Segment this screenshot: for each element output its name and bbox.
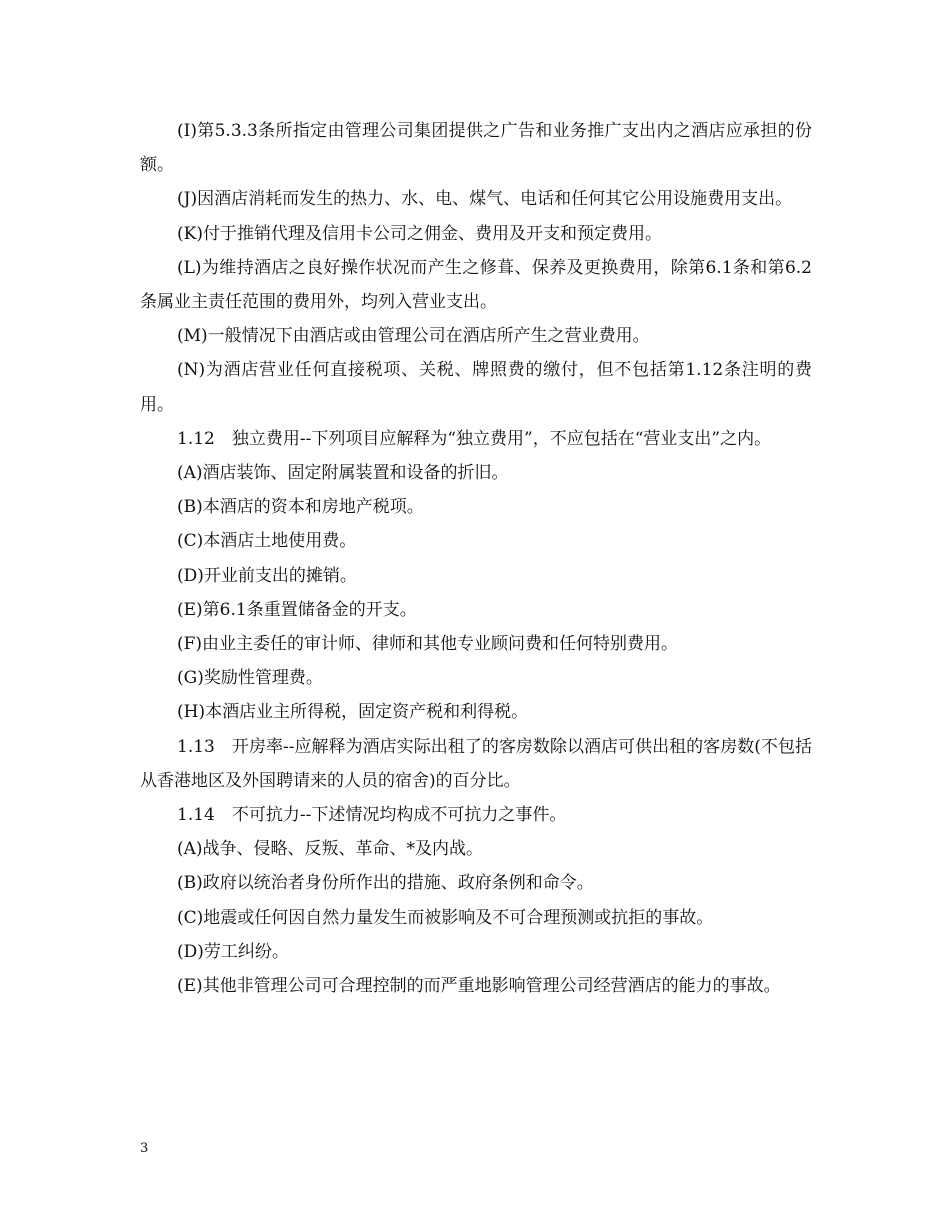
paragraph-i: (I)第5.3.3条所指定由管理公司集团提供之广告和业务推广支出内之酒店应承担的份额。 (140, 121, 812, 176)
document-body (140, 114, 812, 1003)
paragraph-d-1-12: (D)开业前支出的摊销。 (177, 565, 357, 586)
paragraph-l: (L)为维持酒店之良好操作状况而产生之修葺、保养及更换费用，除第6.1条和第6.2条属业主责任范围的费用外，均列入营业支出。 (140, 257, 812, 313)
paragraph-g-1-12: (G)奖励性管理费。 (177, 668, 323, 689)
section-1-12: 1.12 独立费用--下列项目应解释为“独立费用”，不应包括在“营业支出”之内。 (177, 428, 772, 449)
paragraph-m: (M)一般情况下由酒店或由管理公司在酒店所产生之营业费用。 (177, 326, 650, 347)
paragraph-j: (J)因酒店消耗而发生的热力、水、电、煤气、电话和任何其它公用设施费用支出。 (177, 189, 793, 210)
paragraph-b-1-12: (B)本酒店的资本和房地产税项。 (177, 497, 424, 518)
paragraph-a-1-12: (A)酒店装饰、固定附属装置和设备的折旧。 (177, 463, 509, 484)
paragraph-k: (K)付于推销代理及信用卡公司之佣金、费用及开支和预定费用。 (177, 223, 662, 244)
section-1-14: 1.14 不可抗力--下述情况均构成不可抗力之事件。 (177, 805, 567, 826)
paragraph-a-1-14: (A)战争、侵略、反叛、革命、*及内战。 (177, 839, 484, 860)
paragraph-n: (N)为酒店营业任何直接税项、关税、牌照费的缴付，但不包括第1.12条注明的费用。 (140, 360, 812, 415)
page-number: 3 (140, 1141, 149, 1156)
paragraph-f-1-12: (F)由业主委任的审计师、律师和其他专业顾问费和任何特别费用。 (177, 634, 679, 655)
paragraph-b-1-14: (B)政府以统治者身份所作出的措施、政府条例和命令。 (177, 873, 594, 894)
section-1-13: 1.13 开房率--应解释为酒店实际出租了的客房数除以酒店可供出租的客房数(不包括从香港地区及外国聘请来的人员的宿舍)的百分比。 (140, 736, 812, 791)
paragraph-h-1-12: (H)本酒店业主所得税，固定资产税和利得税。 (177, 702, 529, 723)
paragraph-e-1-12: (E)第6.1条重置储备金的开支。 (177, 599, 417, 620)
paragraph-c-1-14: (C)地震或任何因自然力量发生而被影响及不可合理预测或抗拒的事故。 (177, 907, 714, 928)
paragraph-c-1-12: (C)本酒店土地使用费。 (177, 531, 357, 552)
paragraph-e-1-14: (E)其他非管理公司可合理控制的而严重地影响管理公司经营酒店的能力的事故。 (177, 976, 781, 997)
paragraph-d-1-14: (D)劳工纠纷。 (177, 941, 289, 962)
